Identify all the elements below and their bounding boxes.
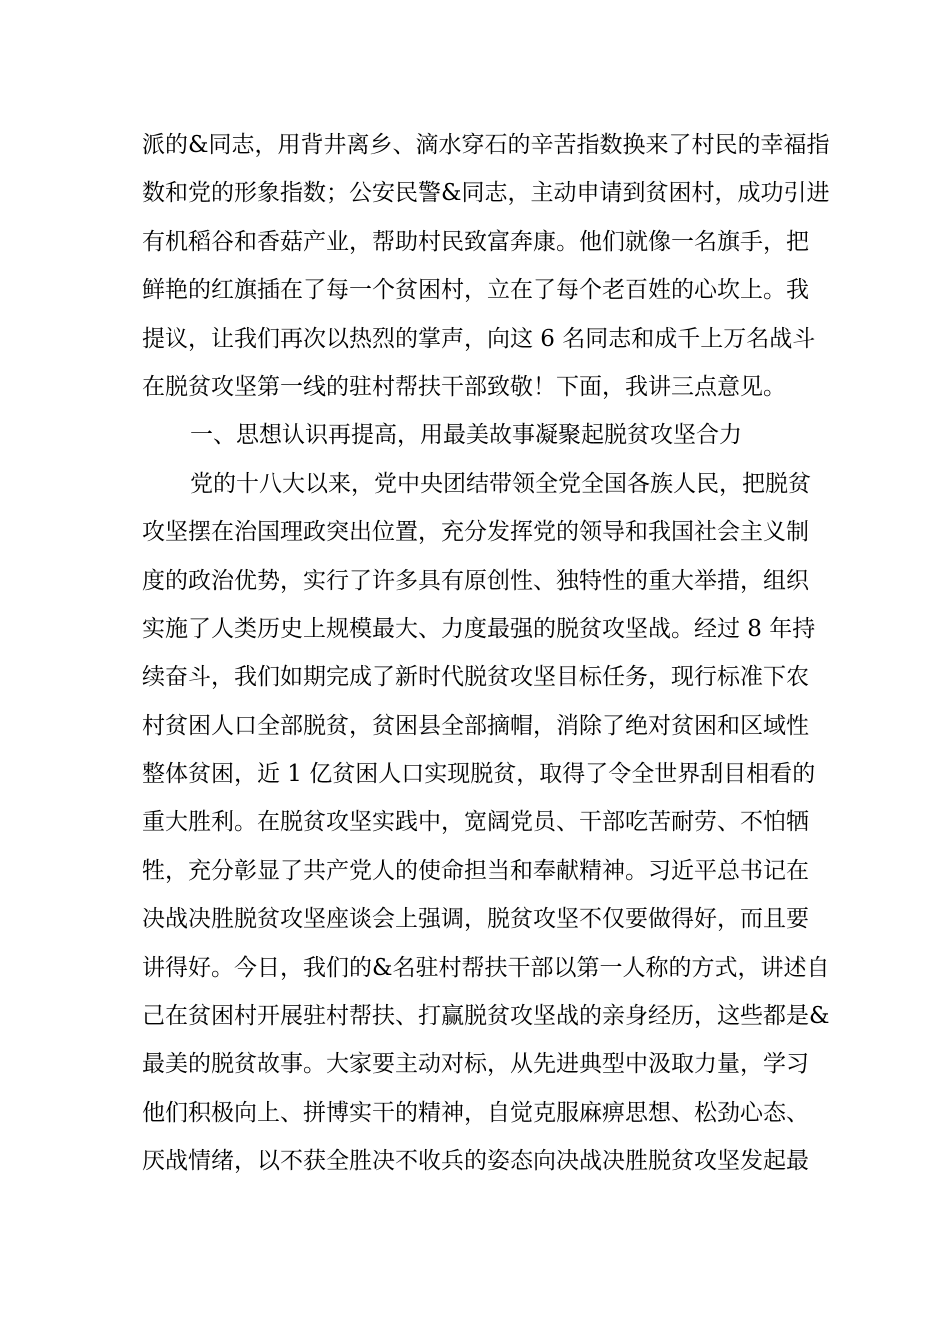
- section-heading: 一、思想认识再提高，用最美故事凝聚起脱贫攻坚合力: [190, 422, 742, 449]
- text-line: 他们积极向上、拼博实干的精神，自觉克服麻痹思想、松劲心态、: [142, 1099, 809, 1126]
- text-line: 重大胜利。在脱贫攻坚实践中，宽阔党员、干部吃苦耐劳、不怕牺: [142, 809, 809, 836]
- text-line: 村贫困人口全部脱贫，贫困县全部摘帽，消除了绝对贫困和区域性: [142, 712, 809, 739]
- text-line: 牲，充分彰显了共产党人的使命担当和奉献精神。习近平总书记在: [142, 857, 809, 884]
- text-line: 在脱贫攻坚第一线的驻村帮扶干部致敬！下面，我讲三点意见。: [142, 373, 786, 400]
- text-line: 最美的脱贫故事。大家要主动对标，从先进典型中汲取力量，学习: [142, 1051, 809, 1078]
- paragraph-start: 党的十八大以来，党中央团结带领全党全国各族人民，把脱贫: [190, 470, 811, 497]
- text-line: 厌战情绪，以不获全胜决不收兵的姿态向决战决胜脱贫攻坚发起最: [142, 1148, 809, 1175]
- text-line: 派的&同志，用背井离乡、滴水穿石的辛苦指数换来了村民的幸福指: [142, 132, 830, 158]
- text-line: 讲得好。今日，我们的&名驻村帮扶干部以第一人称的方式，讲述自: [142, 954, 830, 981]
- text-line: 鲜艳的红旗插在了每一个贫困村，立在了每个老百姓的心坎上。我: [142, 277, 809, 304]
- text-line: 整体贫困，近 1 亿贫困人口实现脱贫，取得了令全世界刮目相看的: [142, 761, 816, 788]
- text-line: 攻坚摆在治国理政突出位置，充分发挥党的领导和我国社会主义制: [142, 519, 809, 546]
- text-line: 数和党的形象指数；公安民警&同志，主动申请到贫困村，成功引进: [142, 180, 830, 207]
- text-line: 提议，让我们再次以热烈的掌声，向这 6 名同志和成千上万名战斗: [142, 325, 816, 352]
- body-text: [142, 121, 830, 1186]
- text-line: 决战决胜脱贫攻坚座谈会上强调，脱贫攻坚不仅要做得好，而且要: [142, 906, 809, 933]
- text-line: 己在贫困村开展驻村帮扶、打赢脱贫攻坚战的亲身经历，这些都是&: [142, 1003, 830, 1030]
- text-line: 度的政治优势，实行了许多具有原创性、独特性的重大举措，组织: [142, 567, 809, 594]
- text-line: 有机稻谷和香菇产业，帮助村民致富奔康。他们就像一名旗手，把: [142, 228, 809, 255]
- text-line: 实施了人类历史上规模最大、力度最强的脱贫攻坚战。经过 8 年持: [142, 615, 816, 642]
- text-line: 续奋斗，我们如期完成了新时代脱贫攻坚目标任务，现行标准下农: [142, 664, 809, 691]
